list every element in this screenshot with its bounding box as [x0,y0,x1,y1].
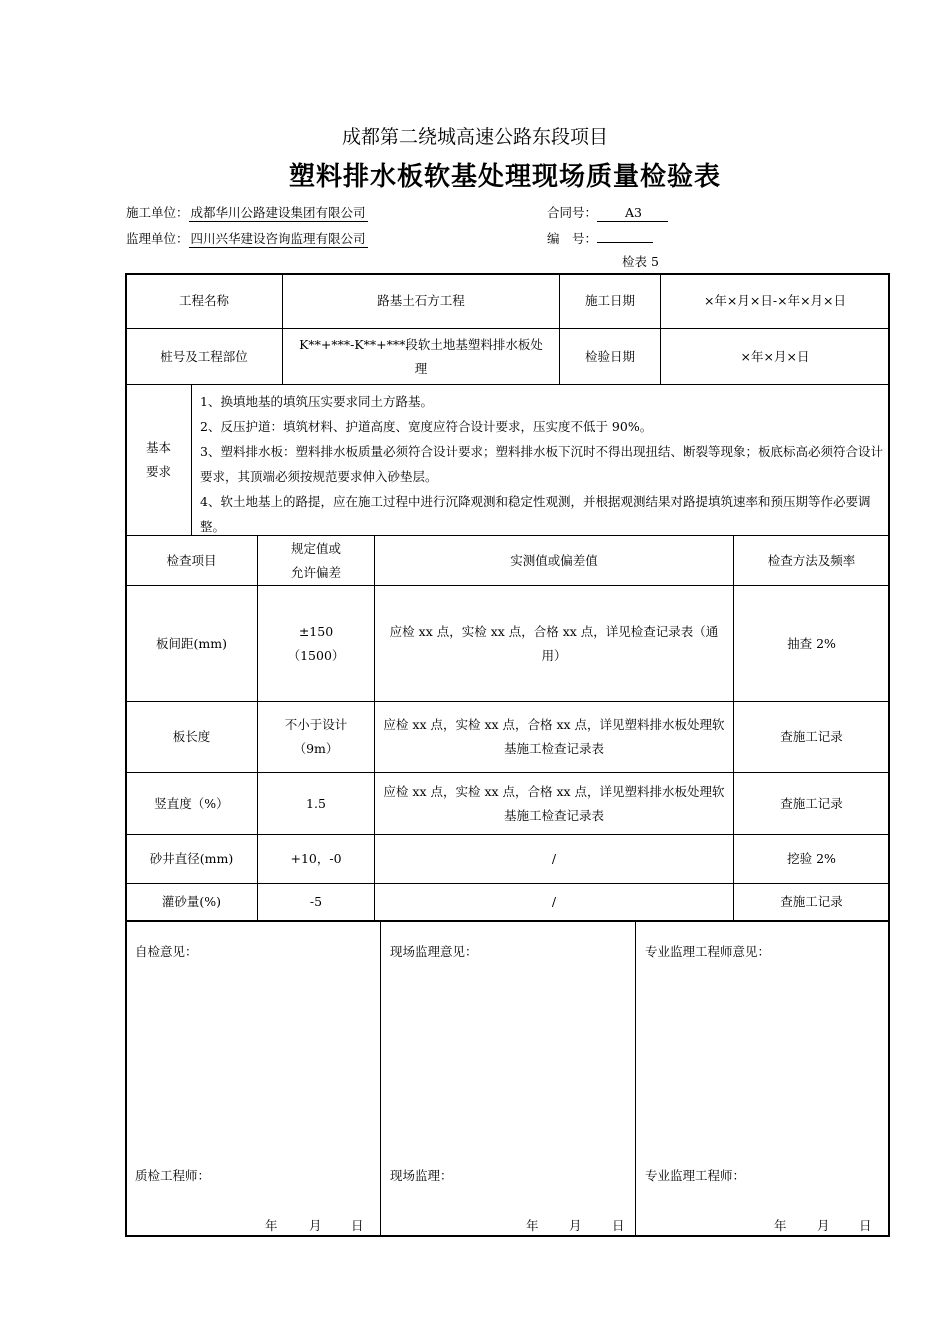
row-measured: / [551,851,557,866]
project-name-label: 工程名称 [178,293,229,308]
inspection-date-value: ×年×月×日 [740,348,810,364]
site-supervisor-opinion-label: 现场监理意见： [390,944,478,959]
row-item: 板长度 [172,729,211,744]
serial-blank [597,230,653,243]
row-measured: 应检 xx 点，实检 xx 点，合格 xx 点，详见检查记录表（通用） [389,623,719,663]
row-spec-line2: （1500） [287,647,345,663]
row-item: 竖直度（%） [154,795,229,811]
date-line [265,1216,364,1234]
date-year: 年 [265,1218,278,1233]
form-number: 检表 5 [622,254,659,269]
construction-unit-line [126,203,368,221]
contract-line [547,203,668,221]
date-line [774,1216,872,1234]
header-item: 检查项目 [166,552,217,568]
row-measured: 应检 xx 点，实检 xx 点，合格 xx 点，详见塑料排水板处理软基施工检查记录表 [383,783,725,823]
engineer-signature: 专业监理工程师： [645,1168,746,1183]
date-day: 日 [859,1218,872,1233]
engineer-opinion-label: 专业监理工程师意见： [645,944,771,959]
header-method: 检查方法及频率 [767,552,856,568]
supervision-unit-label: 监理单位： [126,231,189,246]
serial-line [547,229,653,247]
date-line [526,1216,625,1234]
location-value: K**+***-K**+***段软土地基塑料排水板处理 [299,336,543,376]
row-spec [258,586,374,701]
construction-date-label: 施工日期 [584,293,635,308]
construction-unit-value: 成都华川公路建设集团有限公司 [190,205,366,220]
basic-requirements-list [200,389,886,539]
date-month: 月 [309,1218,322,1233]
row-method: 查施工记录 [780,795,843,811]
construction-date-value: ×年×月×日-×年×月×日 [703,293,847,308]
supervision-unit-value: 四川兴华建设咨询监理有限公司 [190,231,366,246]
qc-engineer-signature: 质检工程师： [135,1168,211,1183]
header-spec-line2: 允许偏差 [290,564,341,580]
project-name-value: 路基土石方工程 [377,293,465,308]
row-item: 板间距(mm) [156,635,227,651]
header-measured: 实测值或偏差值 [510,552,598,568]
row-measured: 应检 xx 点，实检 xx 点，合格 xx 点，详见塑料排水板处理软基施工检查记录表 [383,717,725,756]
requirement-item: 3、塑料排水板：塑料排水板质量必须符合设计要求；塑料排水板下沉时不得出现扭结、断裂等现象；板底标高必须符合设计要求，其顶端必须按规范要求伸入砂垫层。 [200,444,883,484]
row-item: 灌砂量(%) [161,894,222,909]
serial-label: 编 号： [547,231,598,246]
date-year: 年 [774,1218,787,1233]
location-label: 桩号及工程部位 [160,348,248,364]
row-spec: +10，-0 [290,851,342,866]
date-month: 月 [569,1218,582,1233]
self-check-opinion-label: 自检意见： [135,944,198,959]
requirement-item: 2、反压护道：填筑材料、护道高度、宽度应符合设计要求，压实度不低于 90%。 [200,419,653,434]
basic-requirements-label [126,385,191,535]
row-spec-line1: ±150 [298,623,334,639]
site-supervisor-signature: 现场监理： [390,1168,453,1183]
contract-label: 合同号： [547,205,598,220]
date-year: 年 [526,1218,539,1233]
header-spec-line1: 规定值或 [290,540,341,556]
inspection-date-label: 检验日期 [584,348,635,364]
row-method: 查施工记录 [780,729,843,744]
row-spec-line2: （9m） [293,741,339,756]
date-day: 日 [612,1218,625,1233]
basic-req-label-line2: 要求 [145,464,171,479]
form-title: 塑料排水板软基处理现场质量检验表 [288,162,721,192]
requirement-item: 1、换填地基的填筑压实要求同土方路基。 [200,394,433,409]
date-month: 月 [817,1218,830,1233]
construction-unit-label: 施工单位： [126,205,189,220]
date-day: 日 [351,1218,364,1233]
row-method: 抽查 2% [787,635,836,651]
project-subtitle: 成都第二绕城高速公路东段项目 [341,126,608,148]
row-method: 查施工记录 [780,894,843,909]
row-spec: 1.5 [306,795,326,811]
row-spec-line1: 不小于设计 [284,717,348,732]
row-spec: -5 [309,894,323,909]
basic-req-label-line1: 基本 [145,440,171,455]
header-spec [258,536,374,585]
requirement-item: 4、软土地基上的路提，应在施工过程中进行沉降观测和稳定性观测，并根据观测结果对路提填筑速率和预压期等作必要调整。 [200,494,871,534]
supervision-unit-line [126,229,368,247]
row-spec [258,702,374,772]
row-measured: / [551,894,557,909]
row-item: 砂井直径(mm) [149,851,234,866]
contract-value: A3 [597,205,668,222]
row-method: 挖验 2% [787,851,836,866]
